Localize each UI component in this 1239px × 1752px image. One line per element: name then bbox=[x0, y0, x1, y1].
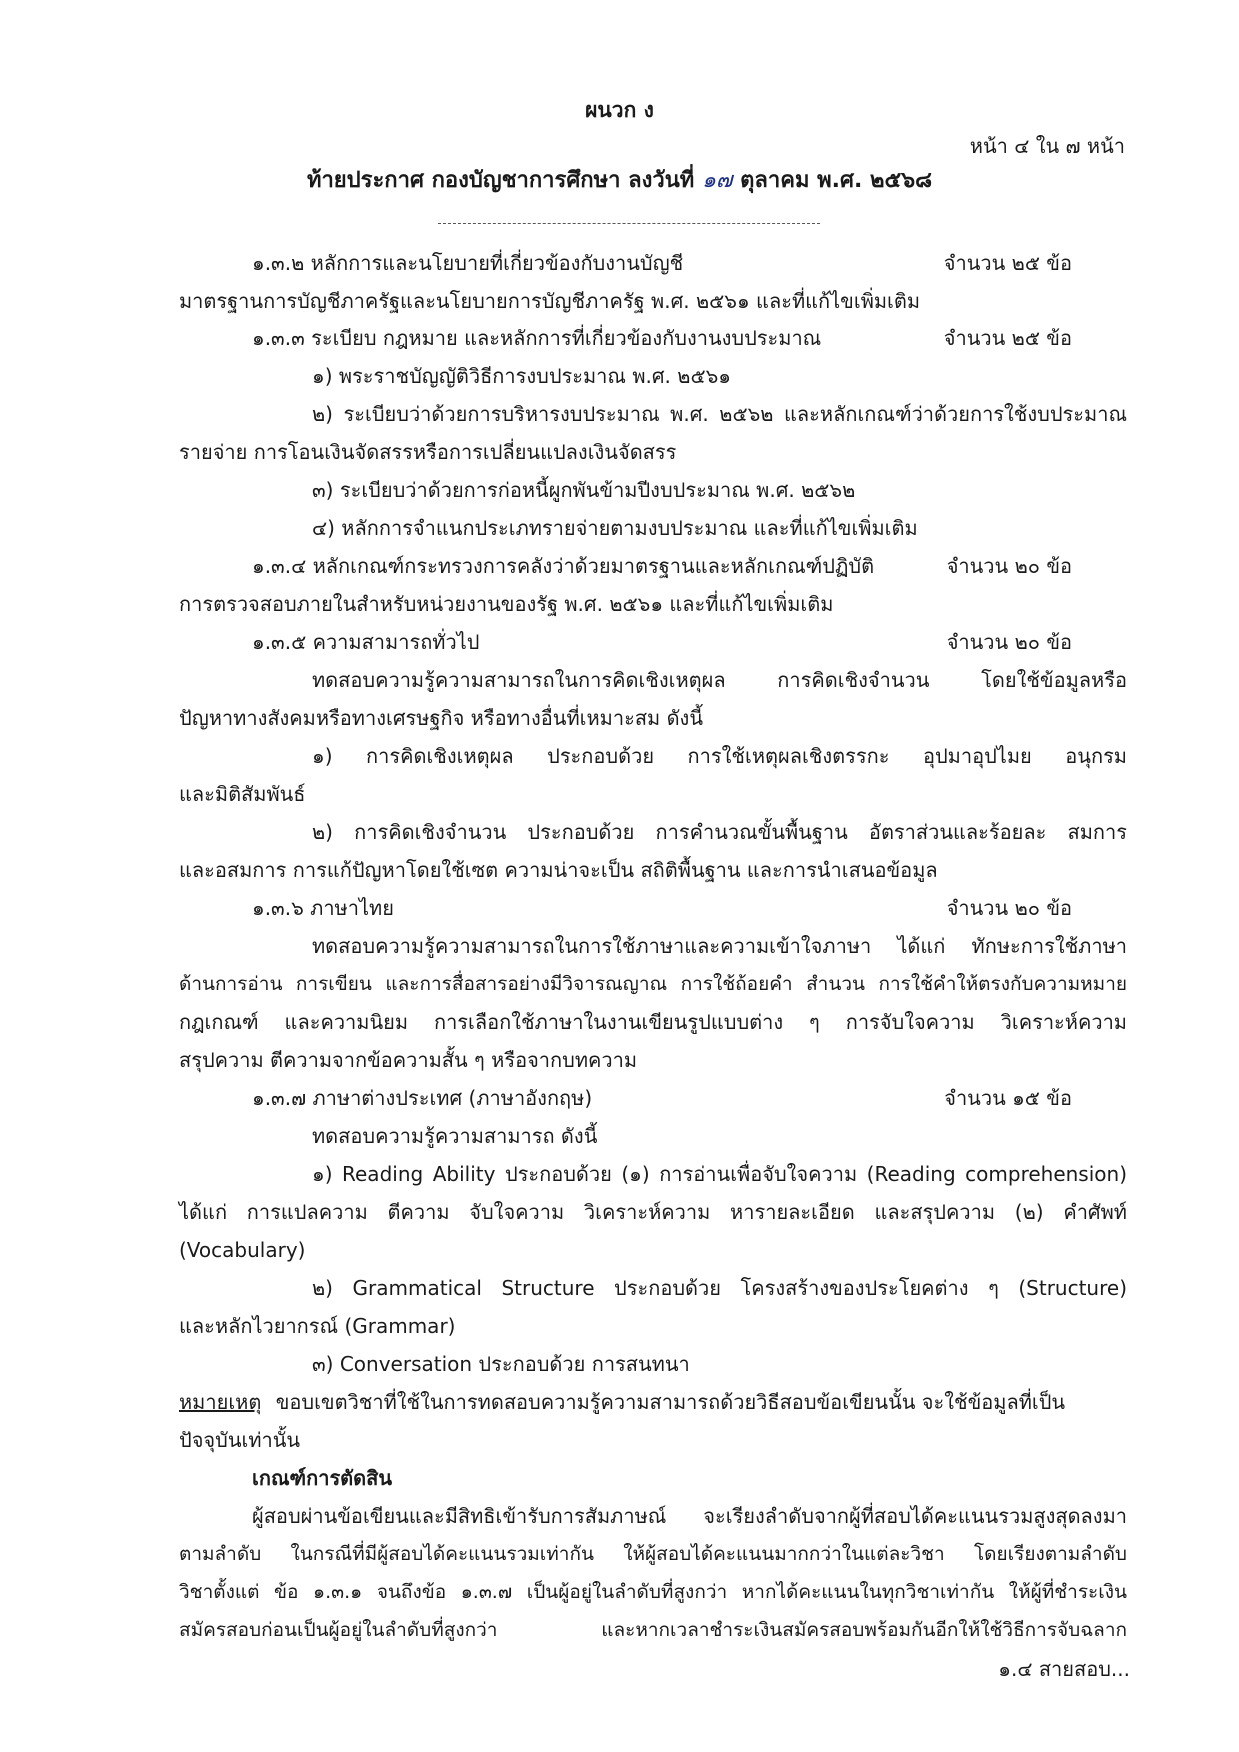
criteria-line-3: วิชาตั้งแต่ ข้อ ๑.๓.๑ จนถึงข้อ ๑.๓.๗ เป็นผู้อยู่ในลำดับที่สูงกว่า หากได้คะแนนในทุกวิชาเท่ากัน ให้ผู้ที่ชำระเงิน bbox=[179, 1581, 1127, 1603]
section-1-3-2-cont: มาตรฐานการบัญชีภาครัฐและนโยบายการบัญชีภาครัฐ พ.ศ. ๒๕๖๑ และที่แก้ไขเพิ่มเติม bbox=[179, 289, 921, 313]
section-1-3-6-line-2: ด้านการอ่าน การเขียน และการสื่อสารอย่างมีวิจารณญาณ การใช้ถ้อยคำ สำนวน การใช้คำให้ตรงกับความหมาย bbox=[179, 973, 1127, 995]
title-prefix: ท้ายประกาศ กองบัญชาการศึกษา ลงวันที่ bbox=[306, 168, 695, 193]
section-1-3-7-item-2-cont: และหลักไวยากรณ์ (Grammar) bbox=[179, 1314, 456, 1338]
section-1-3-5-item-1: ๑) การคิดเชิงเหตุผล ประกอบด้วย การใช้เหตุผลเชิงตรรกะ อุปมาอุปไมย อนุกรม bbox=[312, 744, 1127, 768]
criteria-line-1: ผู้สอบผ่านข้อเขียนและมีสิทธิเข้ารับการสัมภาษณ์ จะเรียงลำดับจากผู้ที่สอบได้คะแนนรวมสูงสุดลงมา bbox=[252, 1504, 1127, 1528]
section-1-3-3-item-3: ๓) ระเบียบว่าด้วยการก่อหนี้ผูกพันข้ามปีงบประมาณ พ.ศ. ๒๕๖๒ bbox=[312, 478, 856, 502]
section-1-3-3-item-2: ๒) ระเบียบว่าด้วยการบริหารงบประมาณ พ.ศ. ๒๕๖๒ และหลักเกณฑ์ว่าด้วยการใช้งบประมาณ bbox=[312, 402, 1127, 426]
note-text: ขอบเขตวิชาที่ใช้ในการทดสอบความรู้ความสามารถด้วยวิธีสอบข้อเขียนนั้น จะใช้ข้อมูลที่เป็น bbox=[275, 1390, 1066, 1414]
section-1-3-5-count: จำนวน ๒๐ ข้อ bbox=[946, 630, 1072, 654]
note-line-1 bbox=[179, 1389, 1127, 1415]
section-1-3-3-item-4: ๔) หลักการจำแนกประเภทรายจ่ายตามงบประมาณ และที่แก้ไขเพิ่มเติม bbox=[312, 516, 918, 540]
title-suffix: ตุลาคม พ.ศ. ๒๕๖๘ bbox=[740, 168, 933, 193]
section-1-3-5-paragraph-cont: ปัญหาทางสังคมหรือทางเศรษฐกิจ หรือทางอื่นที่เหมาะสม ดังนี้ bbox=[179, 706, 703, 730]
continued-marker: ๑.๔ สายสอบ... bbox=[998, 1657, 1130, 1681]
section-1-3-5-item-2-cont: และอสมการ การแก้ปัญหาโดยใช้เซต ความน่าจะเป็น สถิติพื้นฐาน และการนำเสนอข้อมูล bbox=[179, 858, 938, 882]
section-1-3-6-line-4: สรุปความ ตีความจากข้อความสั้น ๆ หรือจากบทความ bbox=[179, 1048, 638, 1072]
criteria-line-4: สมัครสอบก่อนเป็นผู้อยู่ในลำดับที่สูงกว่า และหากเวลาชำระเงินสมัครสอบพร้อมกันอีกให้ใช้วิธีการจับฉลาก bbox=[179, 1619, 1127, 1641]
section-1-3-5-heading: ๑.๓.๕ ความสามารถทั่วไป bbox=[252, 630, 480, 654]
criteria-heading: เกณฑ์การตัดสิน bbox=[252, 1466, 393, 1490]
header-divider bbox=[438, 223, 820, 224]
section-1-3-3-item-1: ๑) พระราชบัญญัติวิธีการงบประมาณ พ.ศ. ๒๕๖๑ bbox=[312, 364, 731, 388]
section-1-3-7-item-1: ๑) Reading Ability ประกอบด้วย (๑) การอ่านเพื่อจับใจความ (Reading comprehension) bbox=[312, 1162, 1127, 1186]
section-1-3-5-item-2: ๒) การคิดเชิงจำนวน ประกอบด้วย การคำนวณขั้นพื้นฐาน อัตราส่วนและร้อยละ สมการ bbox=[312, 820, 1127, 844]
section-1-3-6-line-3: กฎเกณฑ์ และความนิยม การเลือกใช้ภาษาในงานเขียนรูปแบบต่าง ๆ การจับใจความ วิเคราะห์ความ bbox=[179, 1010, 1127, 1034]
note-label: หมายเหตุ bbox=[179, 1390, 262, 1414]
page-title bbox=[0, 168, 1239, 194]
annex-label: ผนวก ง bbox=[585, 98, 654, 122]
section-1-3-7-item-1-cont: ได้แก่ การแปลความ ตีความ จับใจความ วิเคราะห์ความ หารายละเอียด และสรุปความ (๒) คำศัพท์ bbox=[179, 1200, 1127, 1224]
section-1-3-5-paragraph: ทดสอบความรู้ความสามารถในการคิดเชิงเหตุผล การคิดเชิงจำนวน โดยใช้ข้อมูลหรือ bbox=[312, 668, 1127, 692]
section-1-3-7-item-2: ๒) Grammatical Structure ประกอบด้วย โครงสร้างของประโยคต่าง ๆ (Structure) bbox=[312, 1276, 1127, 1300]
section-1-3-4-cont: การตรวจสอบภายในสำหรับหน่วยงานของรัฐ พ.ศ. ๒๕๖๑ และที่แก้ไขเพิ่มเติม bbox=[179, 592, 834, 616]
section-1-3-5-item-1-cont: และมิติสัมพันธ์ bbox=[179, 782, 306, 806]
section-1-3-6-heading: ๑.๓.๖ ภาษาไทย bbox=[252, 896, 394, 920]
section-1-3-7-intro: ทดสอบความรู้ความสามารถ ดังนี้ bbox=[312, 1124, 598, 1148]
title-day: ๑๗ bbox=[701, 168, 733, 193]
note-line-2: ปัจจุบันเท่านั้น bbox=[179, 1428, 301, 1452]
section-1-3-2-count: จำนวน ๒๕ ข้อ bbox=[943, 251, 1072, 275]
section-1-3-4-heading: ๑.๓.๔ หลักเกณฑ์กระทรวงการคลังว่าด้วยมาตรฐานและหลักเกณฑ์ปฏิบัติ bbox=[252, 554, 875, 578]
section-1-3-2-heading: ๑.๓.๒ หลักการและนโยบายที่เกี่ยวข้องกับงานบัญชี bbox=[252, 251, 684, 275]
section-1-3-7-item-1-cont-2: (Vocabulary) bbox=[179, 1238, 306, 1262]
section-1-3-4-count: จำนวน ๒๐ ข้อ bbox=[946, 554, 1072, 578]
section-1-3-6-line-1: ทดสอบความรู้ความสามารถในการใช้ภาษาและความเข้าใจภาษา ได้แก่ ทักษะการใช้ภาษา bbox=[312, 934, 1127, 958]
section-1-3-7-heading: ๑.๓.๗ ภาษาต่างประเทศ (ภาษาอังกฤษ) bbox=[252, 1086, 593, 1110]
section-1-3-7-count: จำนวน ๑๕ ข้อ bbox=[944, 1086, 1072, 1110]
section-1-3-7-item-3: ๓) Conversation ประกอบด้วย การสนทนา bbox=[312, 1352, 690, 1376]
section-1-3-3-heading: ๑.๓.๓ ระเบียบ กฎหมาย และหลักการที่เกี่ยวข้องกับงานงบประมาณ bbox=[252, 326, 822, 350]
section-1-3-6-count: จำนวน ๒๐ ข้อ bbox=[946, 896, 1072, 920]
page-number: หน้า ๔ ใน ๗ หน้า bbox=[969, 134, 1125, 158]
section-1-3-3-item-2-cont: รายจ่าย การโอนเงินจัดสรรหรือการเปลี่ยนแปลงเงินจัดสรร bbox=[179, 440, 677, 464]
section-1-3-3-count: จำนวน ๒๕ ข้อ bbox=[943, 326, 1072, 350]
criteria-line-2: ตามลำดับ ในกรณีที่มีผู้สอบได้คะแนนรวมเท่ากัน ให้ผู้สอบได้คะแนนมากกว่าในแต่ละวิชา โดยเรียงตามลำดับ bbox=[179, 1543, 1127, 1565]
